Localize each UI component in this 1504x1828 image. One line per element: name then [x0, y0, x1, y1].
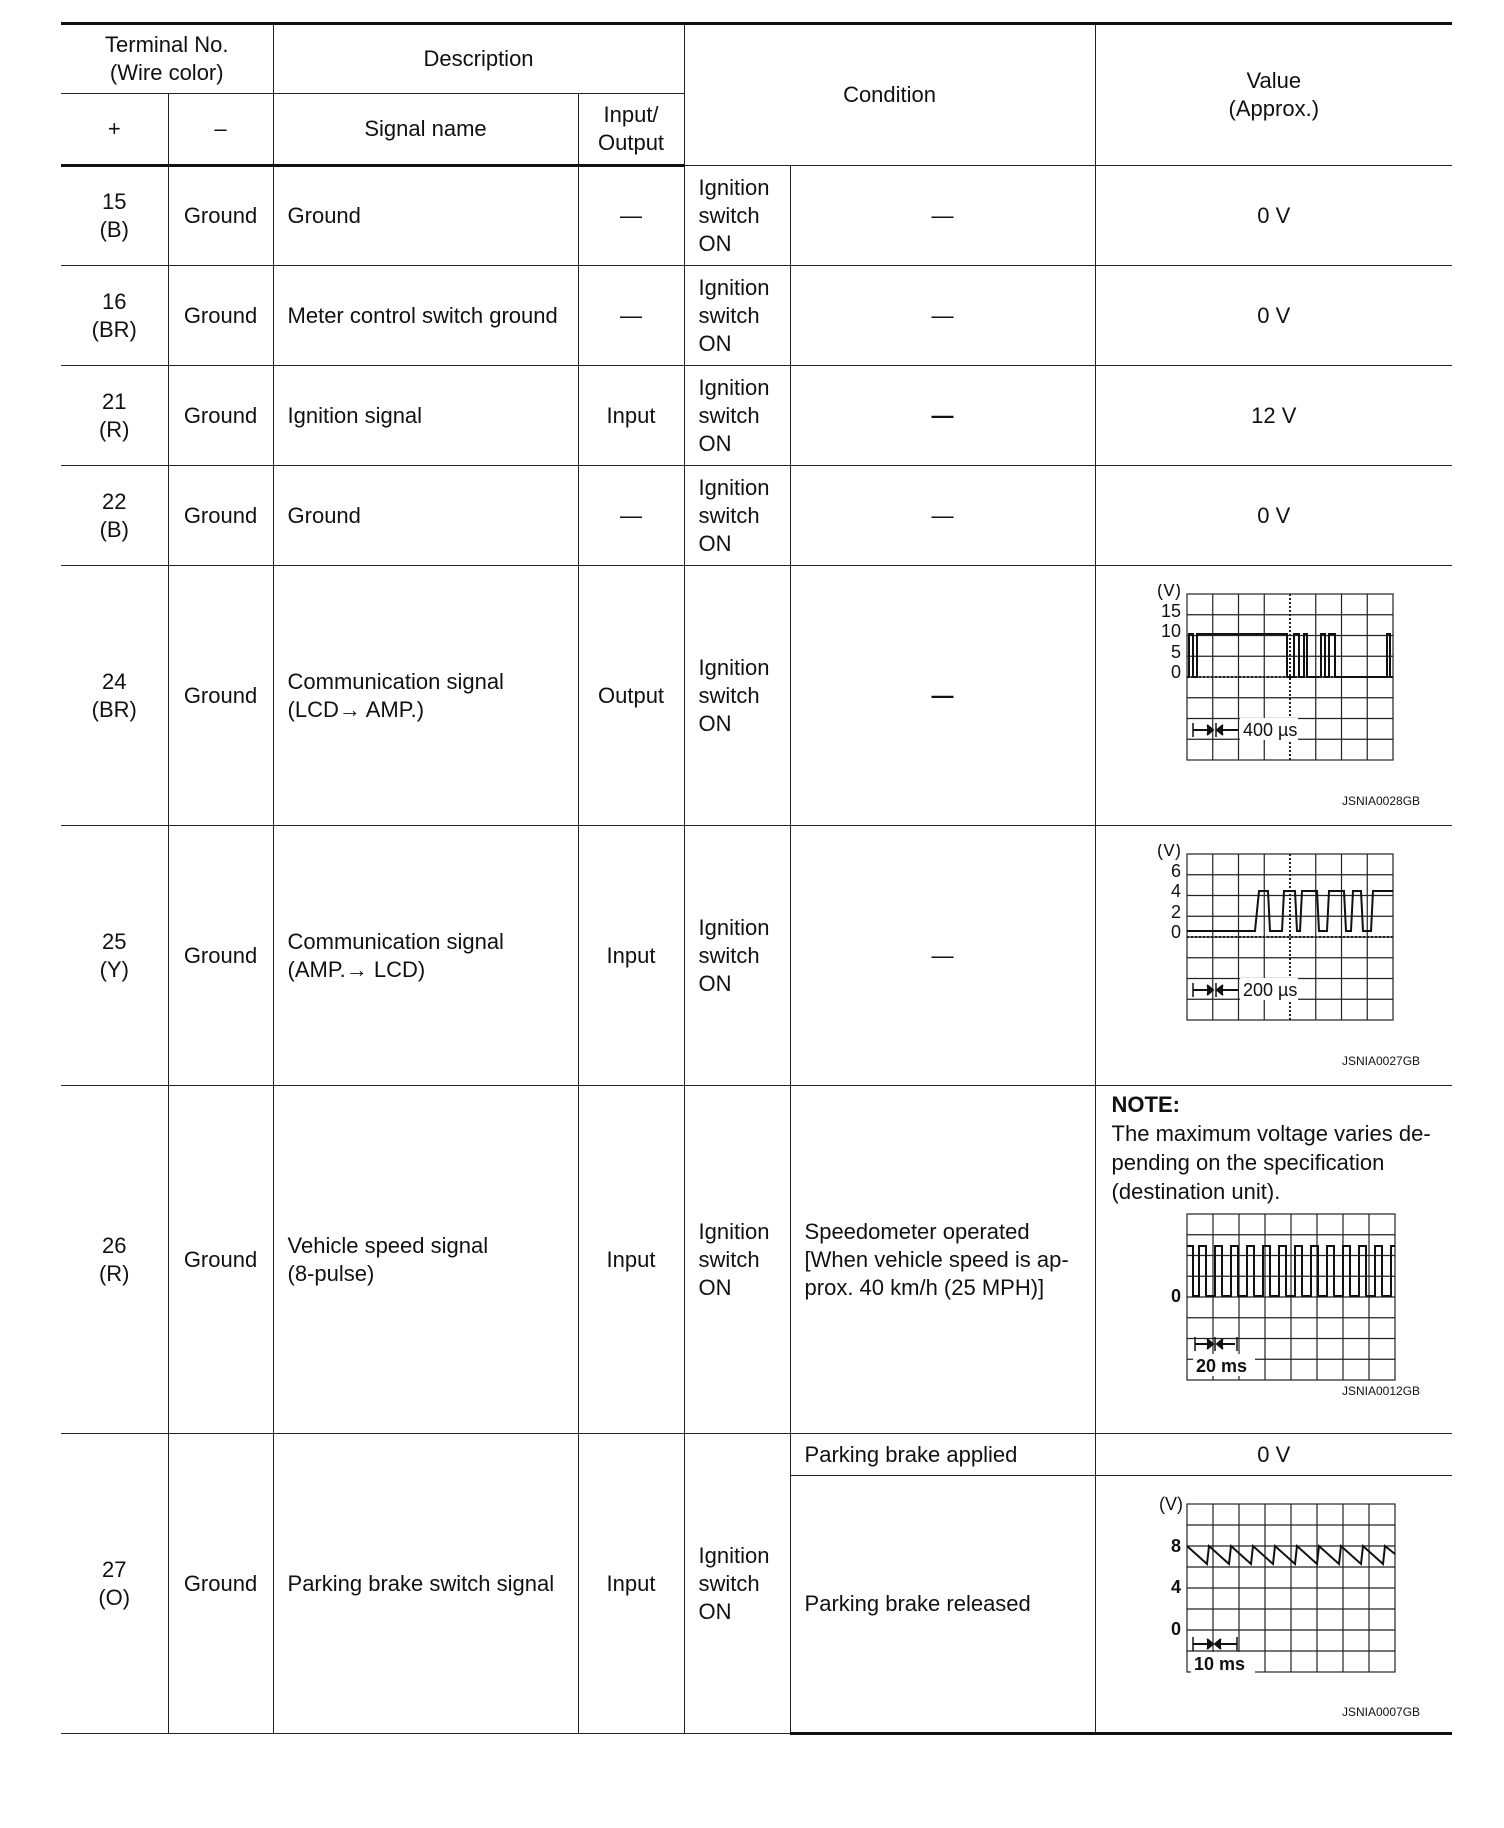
scope-unit-label: (V) [1156, 843, 1181, 860]
signal-name-cell: Communication signal (LCD→ AMP.) [273, 566, 578, 826]
io-cell: Input [578, 366, 684, 466]
header-minus: – [168, 94, 273, 166]
scope-unit-label: (V) [1156, 583, 1181, 600]
scope-time-label: 10 ms [1193, 1653, 1245, 1674]
io-cell: Input [578, 1086, 684, 1434]
value-cell: 0 V [1095, 466, 1452, 566]
condition-applied-cell: Parking brake applied [790, 1434, 1095, 1476]
condition-released-cell: Parking brake released [790, 1476, 1095, 1734]
signal-name-cell: Parking brake switch signal [273, 1434, 578, 1734]
header-input-output: Input/ Output [578, 94, 684, 166]
scope-tick-label: 10 [1160, 620, 1181, 641]
ground-cell: Ground [168, 1086, 273, 1434]
io-cell: Input [578, 826, 684, 1086]
table-row [61, 566, 1452, 826]
table-row [61, 1086, 1452, 1434]
signal-name-cell: Ground [273, 166, 578, 266]
condition-detail-cell: — [790, 166, 1095, 266]
scope-tick-label: 0 [1170, 1286, 1181, 1306]
terminal-cell: 15 (B) [61, 166, 168, 266]
header-condition: Condition [684, 24, 1095, 166]
header-plus: + [61, 94, 168, 166]
condition-switch-cell: Ignition switch ON [684, 166, 790, 266]
condition-detail-cell: — [790, 566, 1095, 826]
condition-detail-cell: — [790, 466, 1095, 566]
terminal-cell: 16 (BR) [61, 266, 168, 366]
terminal-cell: 25 (Y) [61, 826, 168, 1086]
header-value: Value (Approx.) [1095, 24, 1452, 166]
io-cell: — [578, 166, 684, 266]
note-block [1096, 1086, 1453, 1206]
scope-tick-label: 0 [1170, 1618, 1181, 1639]
table-row [61, 366, 1452, 466]
scope-time-label: 20 ms [1195, 1356, 1247, 1376]
ground-cell: Ground [168, 1434, 273, 1734]
value-cell: 0 V [1095, 166, 1452, 266]
header-terminal-no: Terminal No. (Wire color) [61, 24, 273, 94]
scope-tick-label: 4 [1170, 1576, 1181, 1597]
condition-detail-cell: — [790, 266, 1095, 366]
figure-code: JSNIA0007GB [1342, 1704, 1421, 1719]
scope-tick-label: 4 [1170, 880, 1181, 901]
figure-code: JSNIA0012GB [1342, 1384, 1421, 1398]
condition-detail-cell: Speedometer operated [When vehicle speed is ap- prox. 40 km/h (25 MPH)] [790, 1086, 1095, 1434]
condition-switch-cell: Ignition switch ON [684, 1434, 790, 1734]
scope-tick-label: 8 [1170, 1535, 1181, 1556]
condition-switch-cell: Ignition switch ON [684, 1086, 790, 1434]
note-text: The maximum voltage varies de- pending on the specification (destination unit). [1111, 1121, 1431, 1204]
oscilloscope-waveform-speed [1149, 1212, 1399, 1384]
value-cell: 0 V [1095, 1434, 1452, 1476]
scope-unit-label: (V) [1158, 1493, 1183, 1514]
figure-code: JSNIA0028GB [1342, 793, 1421, 808]
ground-cell: Ground [168, 366, 273, 466]
condition-switch-cell: Ignition switch ON [684, 466, 790, 566]
terminal-cell: 21 (R) [61, 366, 168, 466]
table-row [61, 826, 1452, 1086]
terminal-cell: 24 (BR) [61, 566, 168, 826]
value-cell: 0 V [1095, 266, 1452, 366]
io-cell: Output [578, 566, 684, 826]
io-cell: — [578, 266, 684, 366]
terminal-cell: 27 (O) [61, 1434, 168, 1734]
condition-switch-cell: Ignition switch ON [684, 366, 790, 466]
ground-cell: Ground [168, 566, 273, 826]
scope-time-label: 200 µs [1242, 979, 1298, 1000]
ground-cell: Ground [168, 166, 273, 266]
note-title: NOTE: [1111, 1092, 1180, 1117]
value-note-waveform-cell [1095, 1086, 1452, 1434]
scope-time-label: 400 µs [1242, 719, 1298, 740]
value-waveform-cell [1095, 1476, 1452, 1734]
io-cell: — [578, 466, 684, 566]
terminal-cell: 26 (R) [61, 1086, 168, 1434]
header-description: Description [273, 24, 684, 94]
signal-name-cell: Ignition signal [273, 366, 578, 466]
value-waveform-cell [1095, 826, 1452, 1086]
signal-name-cell: Vehicle speed signal (8-pulse) [273, 1086, 578, 1434]
condition-switch-cell: Ignition switch ON [684, 566, 790, 826]
scope-tick-label: 15 [1160, 600, 1181, 621]
table-row [61, 1434, 1452, 1476]
signal-name-cell: Meter control switch ground [273, 266, 578, 366]
scope-tick-label: 0 [1170, 921, 1181, 942]
table-row [61, 166, 1452, 266]
condition-detail-cell: — [790, 826, 1095, 1086]
scope-tick-label: 0 [1170, 661, 1181, 682]
ground-cell: Ground [168, 826, 273, 1086]
condition-switch-cell: Ignition switch ON [684, 826, 790, 1086]
oscilloscope-waveform-amp-lcd [1149, 844, 1399, 1054]
terminal-spec-table [61, 22, 1452, 1735]
signal-name-cell: Communication signal (AMP.→ LCD) [273, 826, 578, 1086]
oscilloscope-waveform-lcd-amp [1149, 584, 1399, 794]
ground-cell: Ground [168, 266, 273, 366]
table-row [61, 266, 1452, 366]
header-signal-name: Signal name [273, 94, 578, 166]
scope-tick-label: 2 [1170, 901, 1181, 922]
scope-tick-label: 5 [1170, 641, 1181, 662]
io-cell: Input [578, 1434, 684, 1734]
ground-cell: Ground [168, 466, 273, 566]
scope-tick-label: 6 [1170, 860, 1181, 881]
condition-switch-cell: Ignition switch ON [684, 266, 790, 366]
terminal-cell: 22 (B) [61, 466, 168, 566]
value-waveform-cell [1095, 566, 1452, 826]
signal-name-cell: Ground [273, 466, 578, 566]
oscilloscope-waveform-parking-brake [1149, 1490, 1399, 1705]
value-cell: 12 V [1095, 366, 1452, 466]
table-row [61, 466, 1452, 566]
condition-detail-cell: — [790, 366, 1095, 466]
figure-code: JSNIA0027GB [1342, 1053, 1421, 1068]
